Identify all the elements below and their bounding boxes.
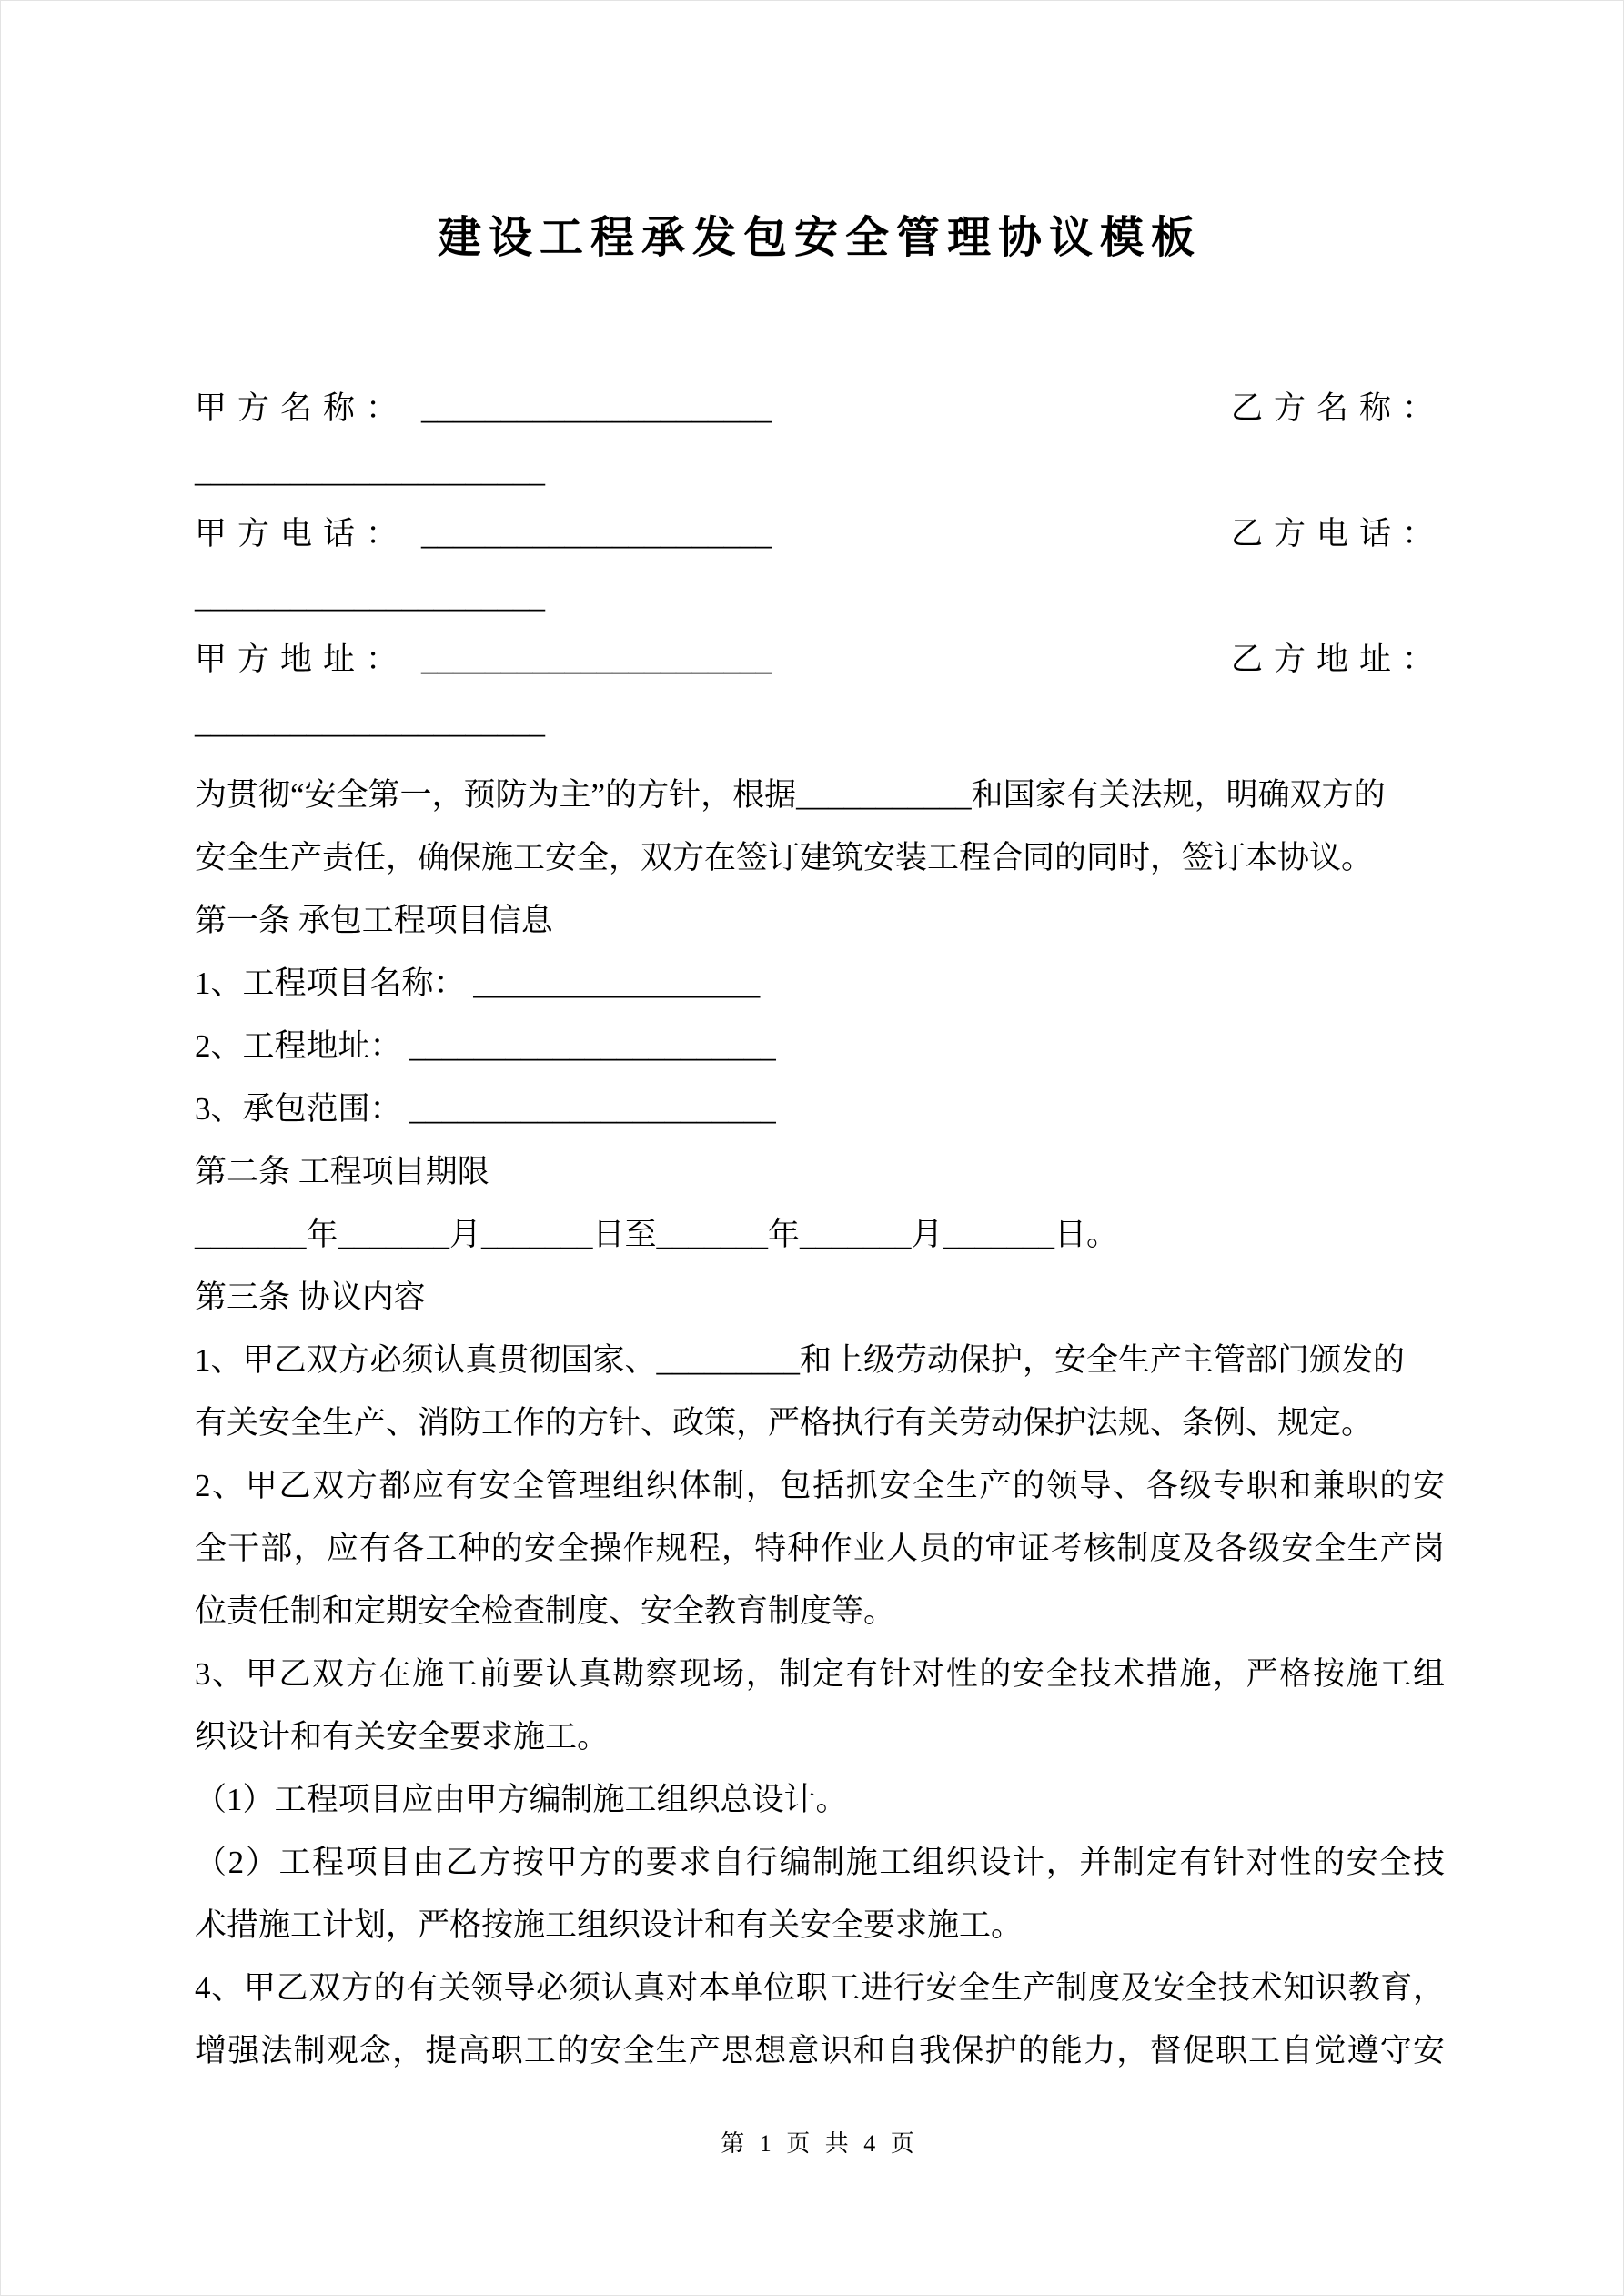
party-b-phone-blank: ______________________ — [195, 579, 545, 614]
article-3-clause-3-sub-2-line-1: （2）工程项目由乙方按甲方的要求自行编制施工组织设计，并制定有针对性的安全技 — [195, 1845, 1445, 1880]
page-number-footer: 第 1 页 共 4 页 — [721, 2130, 919, 2157]
article-3-clause-3-sub-1: （1）工程项目应由甲方编制施工组织总设计。 — [195, 1782, 848, 1817]
article-3-clause-2-line-1: 2、甲乙双方都应有安全管理组织体制，包括抓安全生产的领导、各级专职和兼职的安 — [195, 1468, 1445, 1503]
party-b-name-label: 乙方名称： — [1230, 390, 1445, 426]
article-1-item-project-name: 1、工程项目名称： __________________ — [195, 966, 761, 1001]
document-content — [195, 206, 1445, 2162]
party-b-phone-blank-line — [195, 565, 1445, 628]
party-b-name-blank: ______________________ — [195, 453, 545, 489]
party-a-phone-field — [195, 502, 772, 565]
intro-line-2: 安全生产责任，确保施工安全，双方在签订建筑安装工程合同的同时，签订本协议。 — [195, 840, 1374, 875]
party-b-address-blank: ______________________ — [195, 704, 545, 740]
article-1-item-contract-scope: 3、承包范围： _______________________ — [195, 1091, 776, 1127]
article-3-clause-2-line-3: 位责任制和定期安全检查制度、安全教育制度等。 — [195, 1593, 896, 1629]
document-body — [195, 764, 1445, 2082]
party-b-name-blank-line — [195, 440, 1445, 502]
intro-line-1: 为贯彻“安全第一，预防为主”的方针，根据___________和国家有关法规，明确双方的 — [195, 777, 1386, 813]
parties-section — [195, 377, 1445, 754]
article-3-clause-1-line-2: 有关安全生产、消防工作的方针、政策，严格执行有关劳动保护法规、条例、规定。 — [195, 1405, 1374, 1441]
party-a-address-blank: ______________________ — [421, 642, 772, 677]
party-phone-row — [195, 502, 1445, 565]
party-b-address-blank-line — [195, 691, 1445, 754]
document-title: 建设工程承发包安全管理协议模板 — [437, 214, 1202, 262]
article-2-date-line: _______年_______月_______日至_______年_______月_______日。 — [195, 1217, 1119, 1252]
party-a-address-label: 甲方地址： — [195, 642, 409, 677]
article-1-item-project-address: 2、工程地址： _______________________ — [195, 1028, 776, 1064]
article-3-clause-3-line-1: 3、甲乙双方在施工前要认真勘察现场，制定有针对性的安全技术措施，严格按施工组 — [195, 1656, 1445, 1692]
article-2-heading: 第二条 工程项目期限 — [195, 1154, 489, 1189]
party-a-address-field — [195, 628, 772, 691]
article-3-clause-3-sub-2-line-2: 术措施工计划，严格按施工组织设计和有关安全要求施工。 — [195, 1907, 1024, 1943]
article-3-clause-4-line-2: 增强法制观念，提高职工的安全生产思想意识和自我保护的能力，督促职工自觉遵守安 — [195, 2033, 1445, 2068]
article-3-heading: 第三条 协议内容 — [195, 1279, 426, 1315]
article-3-clause-1-line-1: 1、甲乙双方必须认真贯彻国家、_________和上级劳动保护，安全生产主管部门颁发的 — [195, 1342, 1406, 1378]
party-b-address-label: 乙方地址： — [1230, 642, 1445, 677]
party-a-phone-label: 甲方电话： — [195, 516, 409, 551]
article-3-clause-3-line-2: 织设计和有关安全要求施工。 — [195, 1719, 610, 1755]
party-a-name-blank: ______________________ — [421, 390, 772, 426]
party-address-row — [195, 628, 1445, 691]
party-a-name-label: 甲方名称： — [195, 390, 409, 426]
party-a-phone-blank: ______________________ — [421, 516, 772, 551]
party-b-phone-label: 乙方电话： — [1230, 516, 1445, 551]
party-a-name-field — [195, 377, 772, 440]
party-name-row — [195, 377, 1445, 440]
article-3-clause-2-line-2: 全干部，应有各工种的安全操作规程，特种作业人员的审证考核制度及各级安全生产岗 — [195, 1531, 1445, 1566]
article-1-heading: 第一条 承包工程项目信息 — [195, 903, 553, 938]
article-3-clause-4-line-1: 4、甲乙双方的有关领导必须认真对本单位职工进行安全生产制度及安全技术知识教育， — [195, 1970, 1445, 2006]
